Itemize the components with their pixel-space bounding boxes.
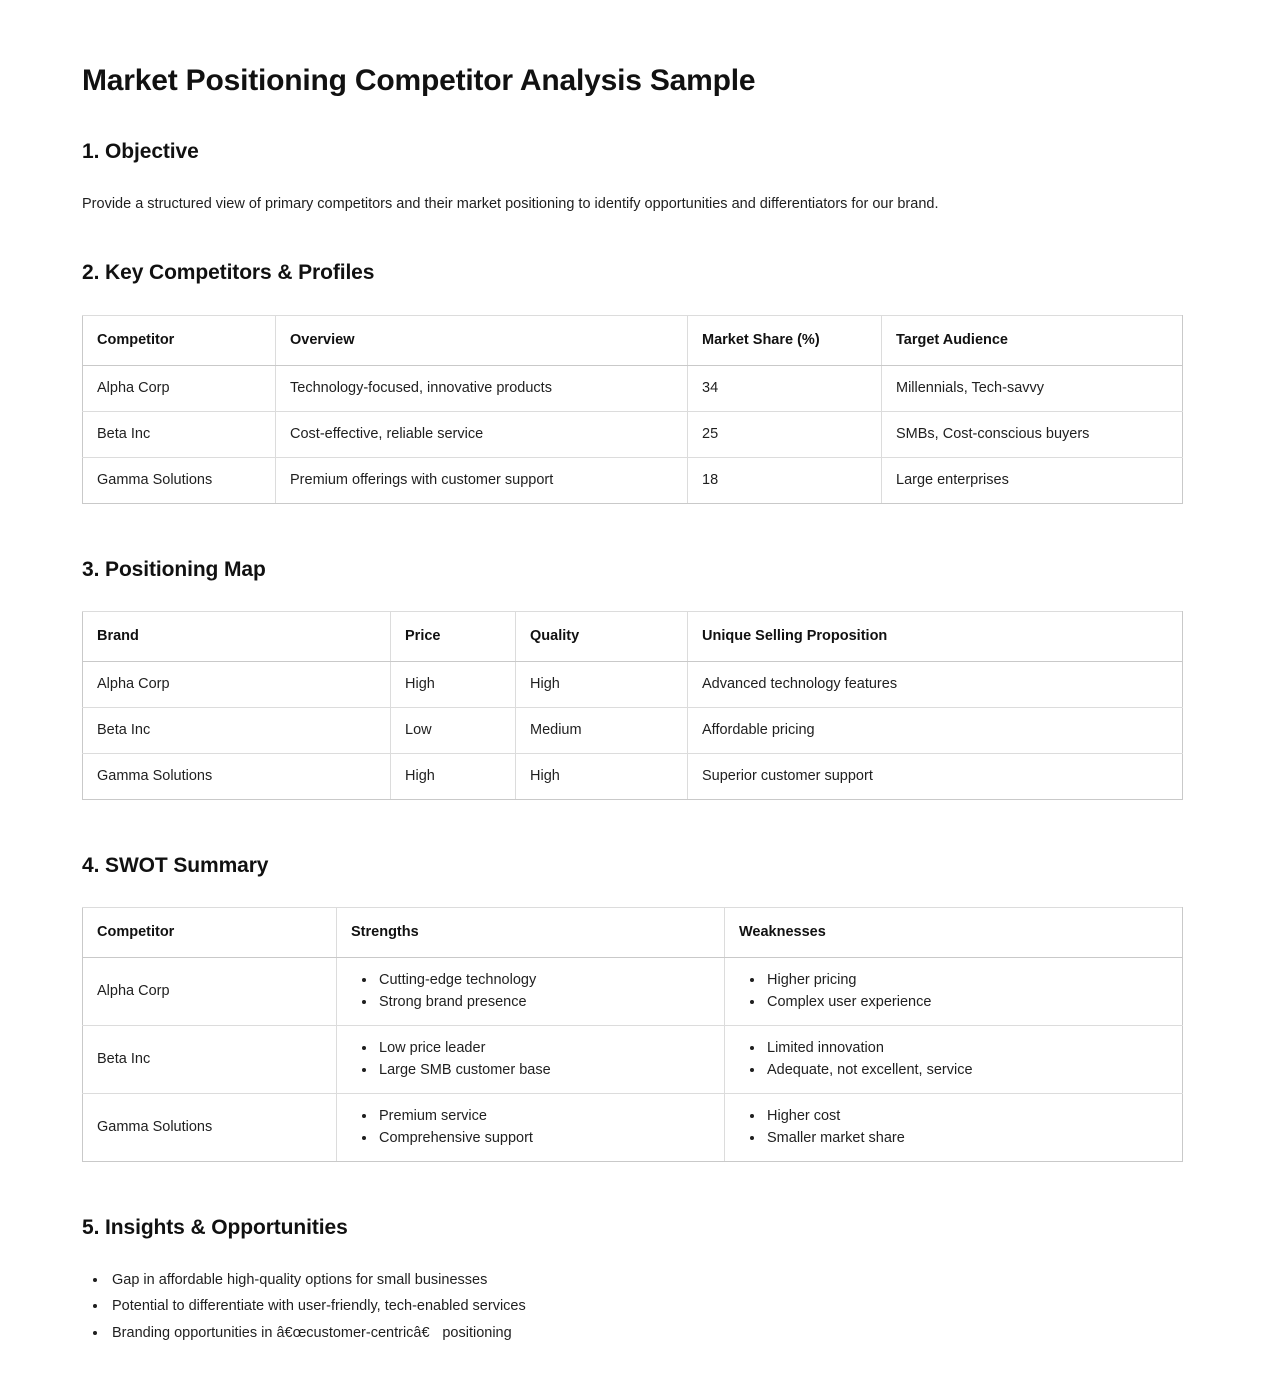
cell-brand: Alpha Corp: [83, 661, 391, 707]
cell-overview: Technology-focused, innovative products: [276, 365, 688, 411]
section-heading-insights: 5. Insights & Opportunities: [82, 1216, 348, 1240]
list-item: • Low price leader: [377, 1038, 710, 1059]
table-header-row: [83, 611, 1183, 661]
cell-usp: Superior customer support: [688, 753, 1183, 799]
list-item: • Smaller market share: [765, 1128, 1168, 1149]
cell-quality: Medium: [516, 707, 688, 753]
column-header-price: Price: [391, 611, 516, 661]
list-item: • Branding opportunities in â€œcustomer-centricâ€ positioning: [108, 1320, 1183, 1346]
cell-brand: Beta Inc: [83, 707, 391, 753]
column-header-target-audience: Target Audience: [882, 315, 1183, 365]
cell-weaknesses: [725, 1026, 1183, 1094]
list-item: • Higher cost: [765, 1106, 1168, 1127]
cell-usp: Affordable pricing: [688, 707, 1183, 753]
cell-competitor: Beta Inc: [83, 1026, 337, 1094]
cell-price: Low: [391, 707, 516, 753]
cell-market-share: 34: [688, 365, 882, 411]
list-item: • Strong brand presence: [377, 992, 710, 1013]
page-title: Market Positioning Competitor Analysis Sample: [82, 64, 756, 97]
table-row: [83, 958, 1183, 1026]
list-item: • Gap in affordable high-quality options for small businesses: [108, 1267, 1183, 1293]
cell-market-share: 25: [688, 411, 882, 457]
column-header-quality: Quality: [516, 611, 688, 661]
section-heading-objective: 1. Objective: [82, 139, 199, 163]
table-row: [83, 1026, 1183, 1094]
table-row: [83, 661, 1183, 707]
objective-paragraph: Provide a structured view of primary competitors and their market positioning to identify opportunities and differentiators for our brand.: [82, 195, 939, 212]
column-header-weaknesses: Weaknesses: [725, 908, 1183, 958]
spacer: [82, 879, 1183, 907]
column-header-overview: Overview: [276, 315, 688, 365]
weaknesses-list: [739, 970, 1168, 1013]
table-row: [83, 753, 1183, 799]
list-item: • Limited innovation: [765, 1038, 1168, 1059]
list-item: • Potential to differentiate with user-friendly, tech-enabled services: [108, 1293, 1183, 1319]
list-item: • Adequate, not excellent, service: [765, 1060, 1168, 1081]
spacer: [82, 165, 1183, 193]
insights-list: [82, 1267, 1183, 1345]
list-item: • Comprehensive support: [377, 1128, 710, 1149]
cell-target-audience: Millennials, Tech-savvy: [882, 365, 1183, 411]
strengths-list: [351, 970, 710, 1013]
cell-strengths: [337, 958, 725, 1026]
table-row: [83, 457, 1183, 503]
cell-overview: Premium offerings with customer support: [276, 457, 688, 503]
table-row: [83, 411, 1183, 457]
spacer: [82, 583, 1183, 611]
table-header-row: [83, 908, 1183, 958]
positioning-map-table: [82, 611, 1183, 800]
column-header-usp: Unique Selling Proposition: [688, 611, 1183, 661]
weaknesses-list: [739, 1106, 1168, 1149]
cell-strengths: [337, 1094, 725, 1162]
cell-competitor: Gamma Solutions: [83, 1094, 337, 1162]
cell-market-share: 18: [688, 457, 882, 503]
cell-price: High: [391, 661, 516, 707]
cell-weaknesses: [725, 1094, 1183, 1162]
strengths-list: [351, 1038, 710, 1081]
cell-brand: Gamma Solutions: [83, 753, 391, 799]
swot-table: [82, 907, 1183, 1162]
strengths-list: [351, 1106, 710, 1149]
cell-competitor: Gamma Solutions: [83, 457, 276, 503]
spacer: [82, 100, 1183, 138]
column-header-competitor: Competitor: [83, 908, 337, 958]
list-item: • Complex user experience: [765, 992, 1168, 1013]
cell-weaknesses: [725, 958, 1183, 1026]
cell-strengths: [337, 1026, 725, 1094]
cell-usp: Advanced technology features: [688, 661, 1183, 707]
cell-price: High: [391, 753, 516, 799]
weaknesses-list: [739, 1038, 1168, 1081]
cell-overview: Cost-effective, reliable service: [276, 411, 688, 457]
cell-target-audience: SMBs, Cost-conscious buyers: [882, 411, 1183, 457]
section-heading-competitors: 2. Key Competitors & Profiles: [82, 261, 375, 285]
spacer: [82, 287, 1183, 315]
cell-competitor: Alpha Corp: [83, 365, 276, 411]
cell-quality: High: [516, 661, 688, 707]
cell-quality: High: [516, 753, 688, 799]
table-row: [83, 365, 1183, 411]
spacer: [82, 1162, 1183, 1214]
list-item: • Higher pricing: [765, 970, 1168, 991]
table-header-row: [83, 315, 1183, 365]
table-row: [83, 707, 1183, 753]
list-item: • Premium service: [377, 1106, 710, 1127]
spacer: [82, 1241, 1183, 1267]
list-item: • Cutting-edge technology: [377, 970, 710, 991]
list-item: • Large SMB customer base: [377, 1060, 710, 1081]
section-heading-swot: 4. SWOT Summary: [82, 853, 269, 877]
spacer: [82, 504, 1183, 556]
cell-competitor: Alpha Corp: [83, 958, 337, 1026]
column-header-brand: Brand: [83, 611, 391, 661]
column-header-market-share: Market Share (%): [688, 315, 882, 365]
spacer: [82, 215, 1183, 259]
table-row: [83, 1094, 1183, 1162]
competitors-table: [82, 315, 1183, 504]
column-header-strengths: Strengths: [337, 908, 725, 958]
cell-target-audience: Large enterprises: [882, 457, 1183, 503]
column-header-competitor: Competitor: [83, 315, 276, 365]
cell-competitor: Beta Inc: [83, 411, 276, 457]
section-heading-positioning-map: 3. Positioning Map: [82, 557, 266, 581]
spacer: [82, 800, 1183, 852]
